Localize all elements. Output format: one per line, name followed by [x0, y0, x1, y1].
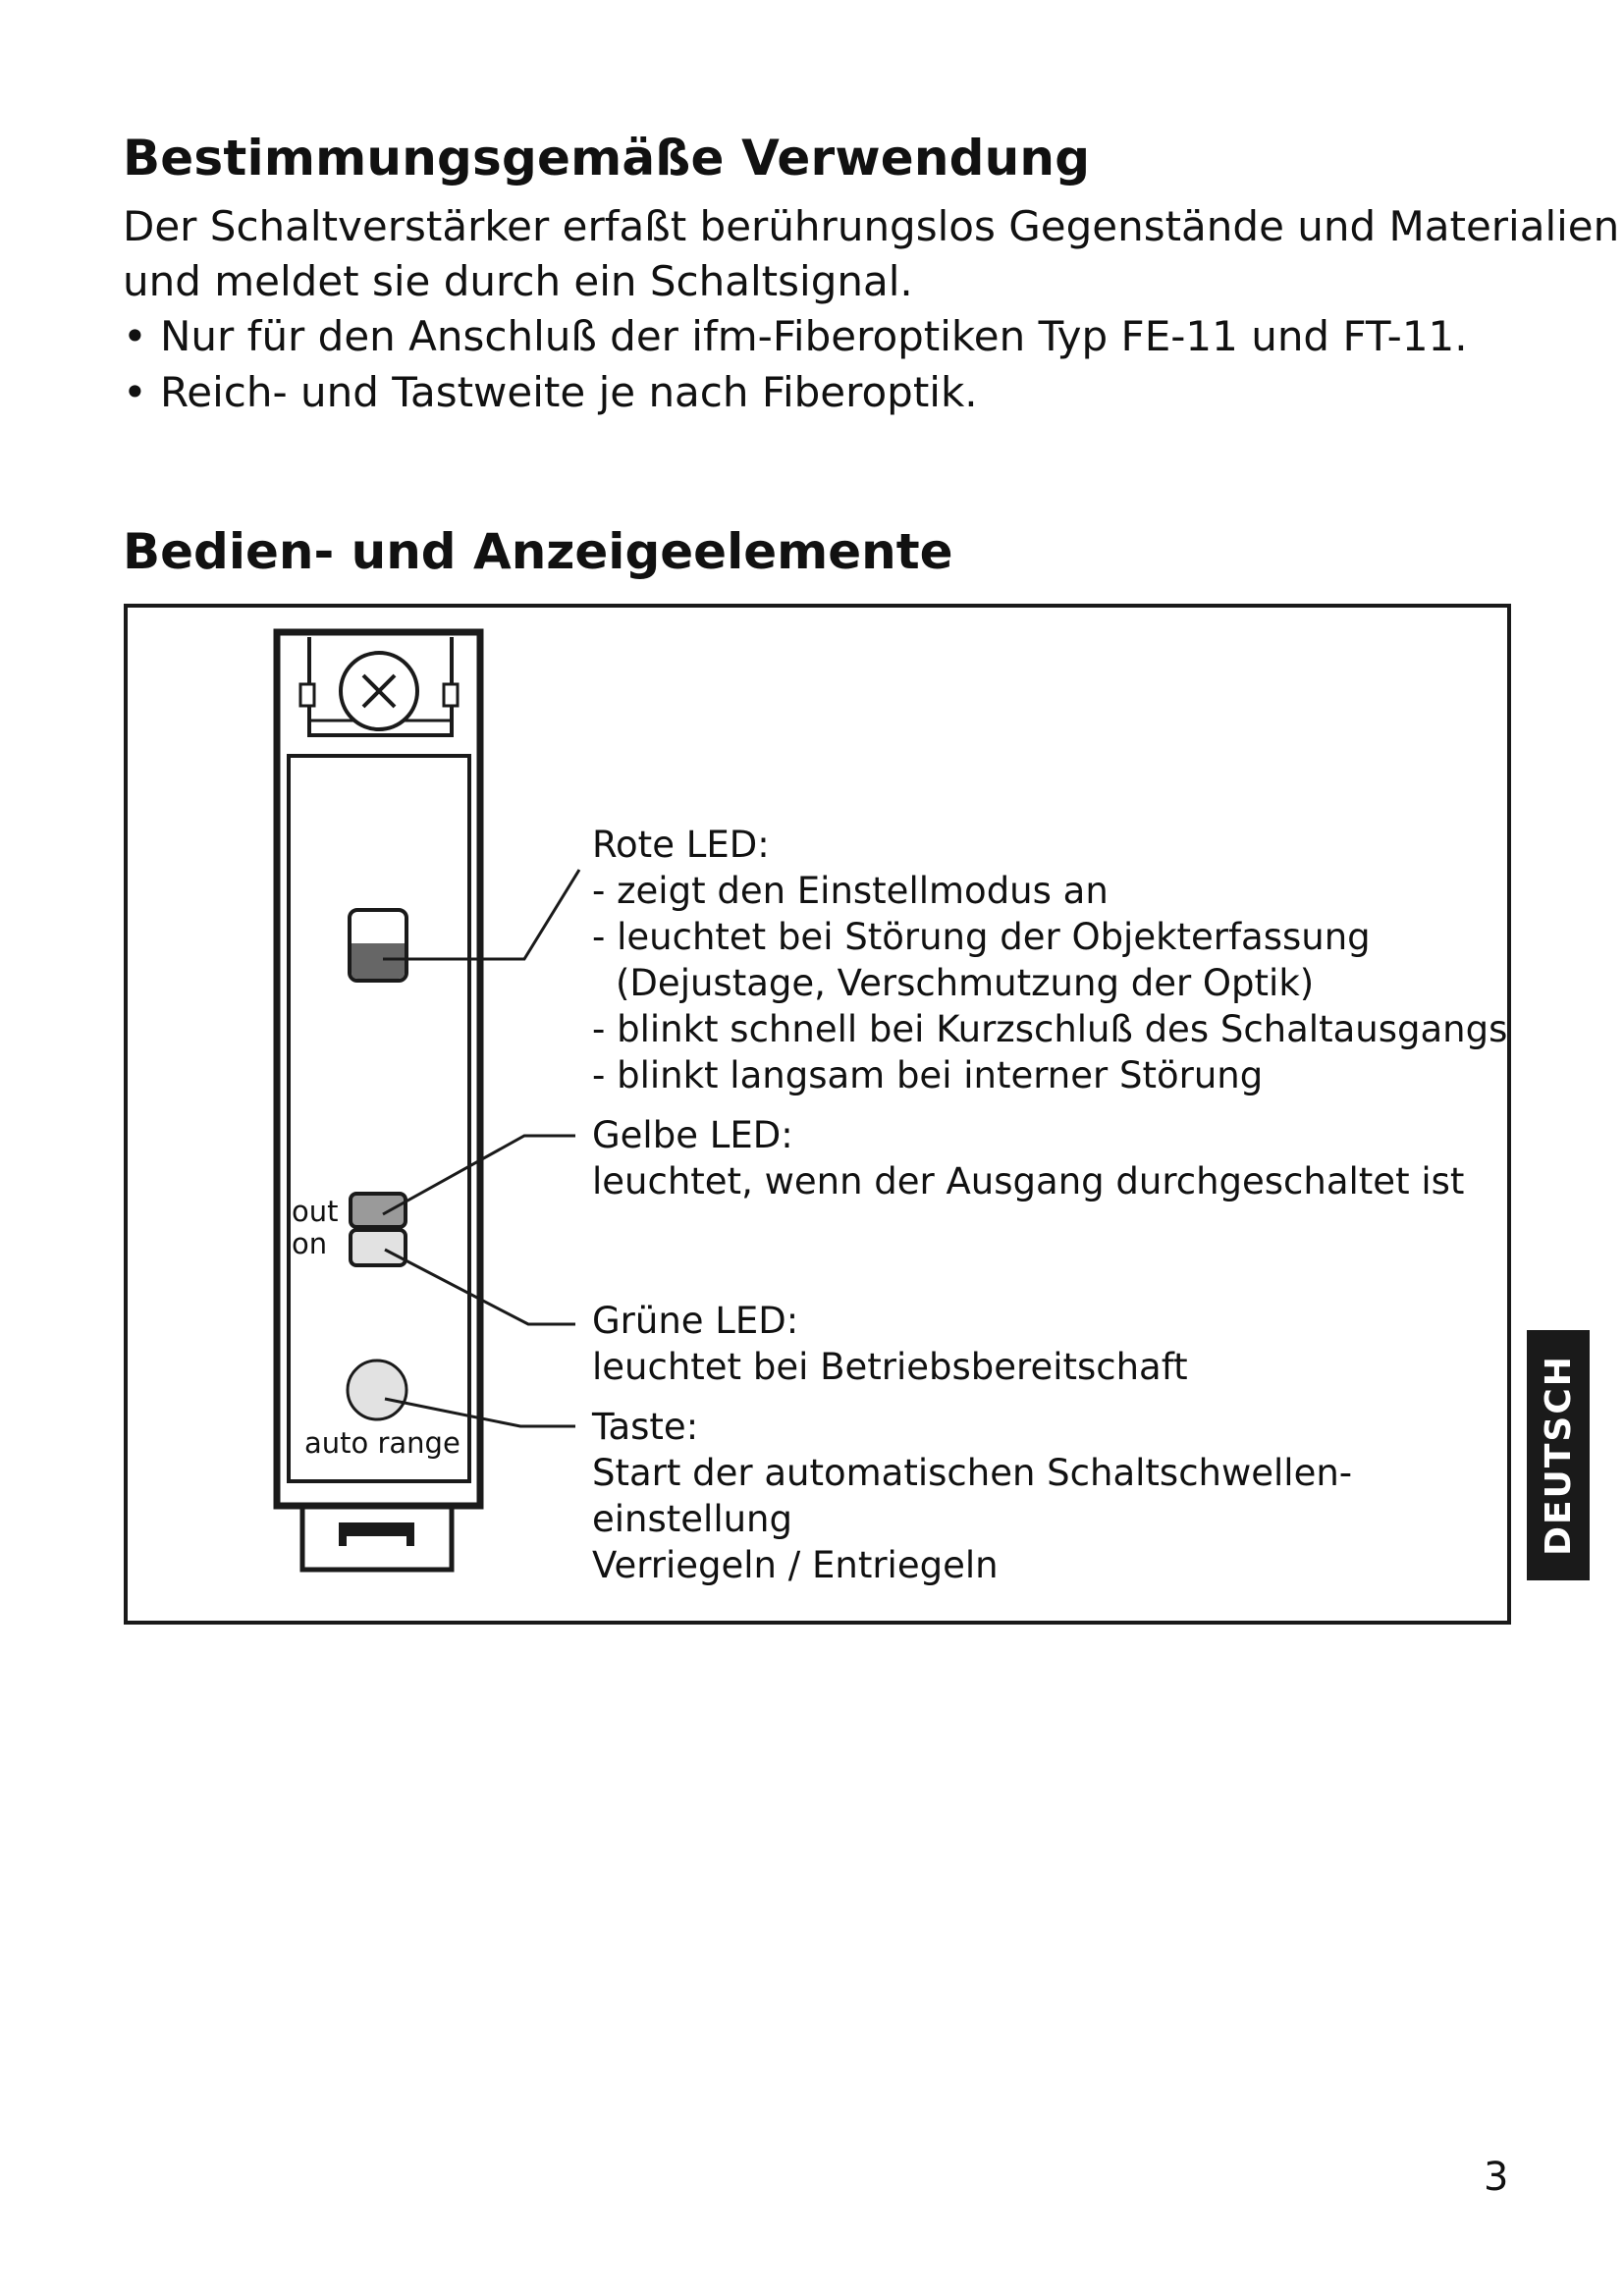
latch-slot [339, 1522, 414, 1536]
button-line: Start der automatischen Schaltschwellen- [592, 1452, 1353, 1494]
bullet-icon: • [123, 368, 147, 416]
red-led-line: (Dejustage, Verschmutzung der Optik) [616, 962, 1315, 1004]
intro-line-1: Der Schaltverstärker erfaßt berührungslos Gegenstände und Materialien [123, 202, 1620, 250]
green-led-desc: leuchtet bei Betriebsbereitschaft [592, 1346, 1188, 1388]
bullet-icon: • [123, 312, 147, 360]
clip-notch-right [444, 684, 458, 706]
red-led-line: - blinkt langsam bei interner Störung [592, 1054, 1264, 1096]
red-led-fill [352, 943, 405, 979]
intro-line-2: und meldet sie durch ein Schaltsignal. [123, 257, 913, 305]
green-led [351, 1230, 406, 1265]
section-title-controls: Bedien- und Anzeigeelemente [123, 523, 953, 580]
page-number: 3 [1484, 2155, 1509, 2200]
red-led-line: - blinkt schnell bei Kurzschluß des Schaltausgangs [592, 1008, 1508, 1050]
section-title-intended-use: Bestimmungsgemäße Verwendung [123, 130, 1091, 187]
controls-diagram [124, 604, 1511, 1625]
green-led-title: Grüne LED: [592, 1300, 799, 1342]
clip-notch-left [300, 684, 314, 706]
button-line: Verriegeln / Entriegeln [592, 1544, 999, 1586]
button-line: einstellung [592, 1498, 792, 1540]
out-label: out [292, 1195, 339, 1228]
language-tab [1527, 1330, 1590, 1580]
yellow-led-desc: leuchtet, wenn der Ausgang durchgeschaltet ist [592, 1160, 1465, 1202]
red-led-title: Rote LED: [592, 824, 770, 866]
language-tab-label: DEUTSCH [1538, 1355, 1579, 1556]
bullet-text: Nur für den Anschluß der ifm-Fiberoptiken Typ FE-11 und FT-11. [160, 312, 1468, 360]
yellow-led-title: Gelbe LED: [592, 1114, 793, 1156]
red-led-line: - leuchtet bei Störung der Objekterfassung [592, 916, 1371, 958]
bullet-item [123, 365, 978, 420]
auto-range-button [348, 1361, 406, 1419]
red-led-line: - zeigt den Einstellmodus an [592, 870, 1109, 912]
on-label: on [292, 1227, 328, 1260]
bullet-text: Reich- und Tastweite je nach Fiberoptik. [160, 368, 978, 416]
auto-range-label: auto range [304, 1426, 460, 1460]
yellow-led [351, 1194, 406, 1227]
button-title: Taste: [592, 1406, 699, 1448]
bullet-item [123, 309, 1468, 364]
